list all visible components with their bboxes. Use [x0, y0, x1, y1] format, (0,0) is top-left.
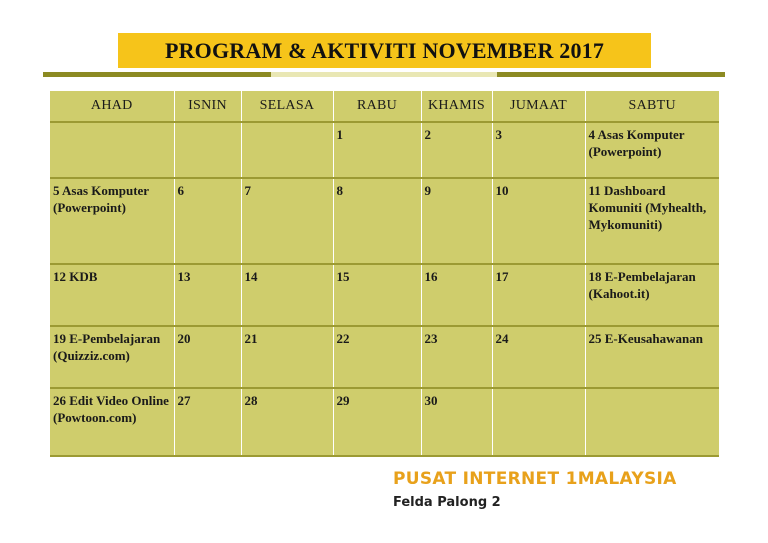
calendar-day-cell: [492, 122, 585, 178]
calendar-week-row: [50, 178, 719, 264]
calendar-day-cell: [333, 264, 421, 326]
divider-right: [497, 72, 725, 77]
day-number: 5: [53, 183, 60, 198]
activity-label: Asas Komputer (Powerpoint): [588, 127, 685, 159]
calendar-day-cell: [333, 178, 421, 264]
calendar-day-cell: [174, 388, 241, 456]
day-number: 20: [177, 331, 191, 346]
calendar-week-row: [50, 122, 719, 178]
calendar-day-cell: [50, 178, 174, 264]
calendar-day-cell: [421, 388, 492, 456]
calendar-day-cell: [174, 122, 241, 178]
day-number: 15: [336, 269, 350, 284]
calendar-day-cell: [174, 264, 241, 326]
calendar-day-cell: [174, 178, 241, 264]
footer-subtitle: Felda Palong 2: [393, 495, 501, 510]
day-number: 21: [244, 331, 258, 346]
day-header-rabu: RABU: [333, 91, 421, 122]
day-number: 3: [495, 127, 502, 142]
calendar-day-cell: [492, 326, 585, 388]
day-number: 14: [244, 269, 258, 284]
calendar-day-cell: [241, 122, 333, 178]
day-number: 29: [336, 393, 350, 408]
activity-label: E-Pembelajaran (Kahoot.it): [588, 269, 696, 301]
day-header-isnin: ISNIN: [174, 91, 241, 122]
calendar-day-cell: [585, 178, 719, 264]
calendar-day-cell: [585, 326, 719, 388]
day-number: 23: [424, 331, 438, 346]
footer-title: PUSAT INTERNET 1MALAYSIA: [393, 469, 677, 489]
day-number: 8: [336, 183, 343, 198]
day-number: 1: [336, 127, 343, 142]
activity-label: KDB: [69, 269, 98, 284]
day-number: 25: [588, 331, 602, 346]
divider-middle: [271, 72, 497, 77]
calendar-day-cell: [241, 326, 333, 388]
day-number: 22: [336, 331, 350, 346]
calendar-day-cell: [492, 388, 585, 456]
calendar-day-cell: [241, 388, 333, 456]
activity-label: E-Keusahawanan: [604, 331, 703, 346]
day-header-sabtu: SABTU: [585, 91, 719, 122]
day-number: 16: [424, 269, 438, 284]
calendar-table: [50, 91, 719, 457]
day-number: 11: [588, 183, 601, 198]
day-number: 13: [177, 269, 191, 284]
calendar-day-cell: [333, 122, 421, 178]
divider-left: [43, 72, 271, 77]
calendar-day-cell: [492, 178, 585, 264]
day-number: 26: [53, 393, 66, 408]
activity-label: Edit Video Online (Powtoon.com): [53, 393, 169, 425]
day-number: 28: [244, 393, 258, 408]
day-number: 30: [424, 393, 438, 408]
calendar-week-row: [50, 388, 719, 456]
calendar-day-cell: [50, 264, 174, 326]
day-number: 18: [588, 269, 602, 284]
calendar-week-row: [50, 264, 719, 326]
calendar-day-cell: [585, 122, 719, 178]
title-banner: [118, 33, 651, 68]
calendar-day-cell: [492, 264, 585, 326]
calendar-day-cell: [241, 264, 333, 326]
calendar-day-cell: [50, 326, 174, 388]
activity-label: Asas Komputer (Powerpoint): [53, 183, 149, 215]
calendar-day-cell: [174, 326, 241, 388]
day-number: 12: [53, 269, 66, 284]
calendar-day-cell: [421, 122, 492, 178]
activity-label: Dashboard Komuniti (Myhealth, Mykomuniti): [588, 183, 707, 232]
day-number: 7: [244, 183, 251, 198]
day-header-ahad: AHAD: [50, 91, 174, 122]
activity-label: E-Pembelajaran (Quizziz.com): [53, 331, 161, 363]
day-number: 2: [424, 127, 431, 142]
calendar-header-row: [50, 91, 719, 122]
calendar-day-cell: [585, 264, 719, 326]
day-header-jumaat: JUMAAT: [492, 91, 585, 122]
calendar-day-cell: [421, 264, 492, 326]
calendar-day-cell: [421, 178, 492, 264]
day-number: 24: [495, 331, 509, 346]
day-number: 17: [495, 269, 509, 284]
calendar-day-cell: [241, 178, 333, 264]
calendar-week-row: [50, 326, 719, 388]
calendar-day-cell: [333, 326, 421, 388]
day-number: 27: [177, 393, 191, 408]
calendar-day-cell: [50, 388, 174, 456]
day-number: 10: [495, 183, 509, 198]
page-title: PROGRAM & AKTIVITI NOVEMBER 2017: [164, 37, 605, 63]
day-number: 4: [588, 127, 595, 142]
calendar-day-cell: [421, 326, 492, 388]
day-number: 19: [53, 331, 66, 346]
day-header-khamis: KHAMIS: [421, 91, 492, 122]
day-number: 9: [424, 183, 431, 198]
calendar-day-cell: [333, 388, 421, 456]
calendar-day-cell: [50, 122, 174, 178]
day-header-selasa: SELASA: [241, 91, 333, 122]
day-number: 6: [177, 183, 184, 198]
calendar-day-cell: [585, 388, 719, 456]
